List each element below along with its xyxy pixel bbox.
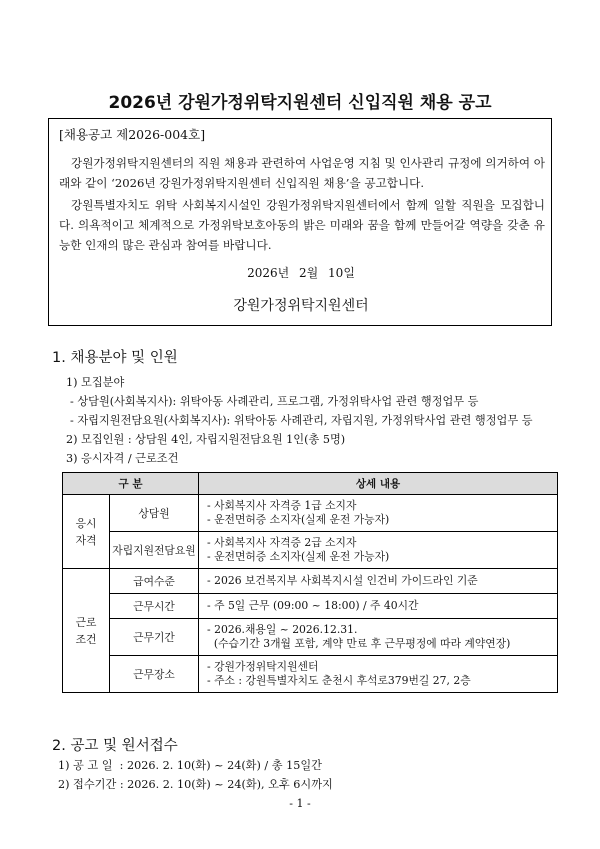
group-qualification (63, 495, 110, 569)
group-qualification-label: 응시 자격 (75, 516, 97, 547)
detail-line: - 운전면허증 소지자(실제 운전 가능자) (207, 513, 390, 526)
notice-paragraph-1: 강원가정위탁지원센터의 직원 채용과 관련하여 사업운영 지침 및 인사관리 규정에 의거하여 아래와 같이 ‘2026년 강원가정위탁지원센터 신입직원 채용’을 공고합니다. (59, 156, 545, 190)
row-detail (199, 619, 558, 656)
detail-line: - 2026.채용일 ~ 2026.12.31. (207, 623, 358, 636)
section-1-item-3: 3) 응시자격 / 근로조건 (66, 452, 179, 465)
section-1-item-1: 1) 모집분야 (66, 376, 125, 389)
section-2-item-1: 1) 공 고 일 : 2026. 2. 10(화) ~ 24(화) / 총 15일간 (58, 759, 322, 772)
section-2-heading: 2. 공고 및 원서접수 (52, 738, 178, 754)
notice-box (48, 118, 552, 326)
detail-line: (수습기간 3개월 포함, 계약 만료 후 근무평정에 따라 계약연장) (207, 637, 511, 650)
section-1-item-2: 2) 모집인원 : 상담원 4인, 자립지원전담요원 1인(총 5명) (66, 433, 346, 446)
notice-reference: [채용공고 제2026-004호] (59, 127, 206, 142)
row-label: 근무장소 (110, 656, 199, 693)
table-row (63, 569, 558, 594)
notice-paragraph-2: 강원특별자치도 위탁 사회복지시설인 강원가정위탁지원센터에서 함께 일할 직원을 모집합니다. 의욕적이고 체계적으로 가정위탁보호아동의 밝은 미래와 꿈을 함께 만들어갈 역량을 갖춘 유능한 인재의 많은 관심과 참여를 바랍니다. (59, 198, 545, 252)
table-row (63, 594, 558, 619)
notice-date: 2026년 2월 10일 (247, 266, 355, 280)
page-number: - 1 - (289, 797, 311, 810)
row-label: 상담원 (110, 495, 199, 532)
row-label: 자립지원전담요원 (110, 532, 199, 569)
detail-line: - 사회복지사 자격증 1급 소지자 (207, 499, 357, 512)
detail-line: - 강원가정위탁지원센터 (207, 660, 319, 673)
row-detail (199, 594, 558, 619)
recruit-field-counselor: - 상담원(사회복지사): 위탁아동 사례관리, 프로그램, 가정위탁사업 관련 행정업무 등 (70, 395, 479, 408)
table-row (63, 619, 558, 656)
group-work-conditions (63, 569, 110, 693)
row-detail (199, 656, 558, 693)
group-work-label: 근로 조건 (75, 615, 97, 646)
table-head-category: 구 분 (63, 473, 199, 495)
row-detail (199, 569, 558, 594)
document-title: 2026년 강원가정위탁지원센터 신입직원 채용 공고 (108, 93, 492, 113)
detail-line: - 주 5일 근무 (09:00 ~ 18:00) / 주 40시간 (207, 599, 419, 612)
table-header-row (63, 473, 558, 495)
table-row (63, 495, 558, 532)
detail-line: - 사회복지사 자격증 2급 소지자 (207, 536, 357, 549)
table-row (63, 656, 558, 693)
section-1-heading: 1. 채용분야 및 인원 (52, 350, 178, 366)
detail-line: - 운전면허증 소지자(실제 운전 가능자) (207, 550, 390, 563)
recruit-field-independence: - 자립지원전담요원(사회복지사): 위탁아동 사례관리, 자립지원, 가정위탁사업 관련 행정업무 등 (70, 414, 533, 427)
table-row (63, 532, 558, 569)
notice-organization: 강원가정위탁지원센터 (233, 298, 369, 314)
row-label: 급여수준 (110, 569, 199, 594)
detail-line: - 주소 : 강원특별자치도 춘천시 후석로379번길 27, 2층 (207, 674, 471, 687)
section-2-item-2: 2) 접수기간 : 2026. 2. 10(화) ~ 24(화), 오후 6시까지 (58, 778, 333, 791)
row-label: 근무기간 (110, 619, 199, 656)
row-detail (199, 532, 558, 569)
conditions-table (62, 472, 558, 693)
table-head-detail: 상세 내용 (199, 473, 558, 495)
row-label: 근무시간 (110, 594, 199, 619)
detail-line: - 2026 보건복지부 사회복지시설 인건비 가이드라인 기준 (207, 574, 478, 587)
row-detail (199, 495, 558, 532)
